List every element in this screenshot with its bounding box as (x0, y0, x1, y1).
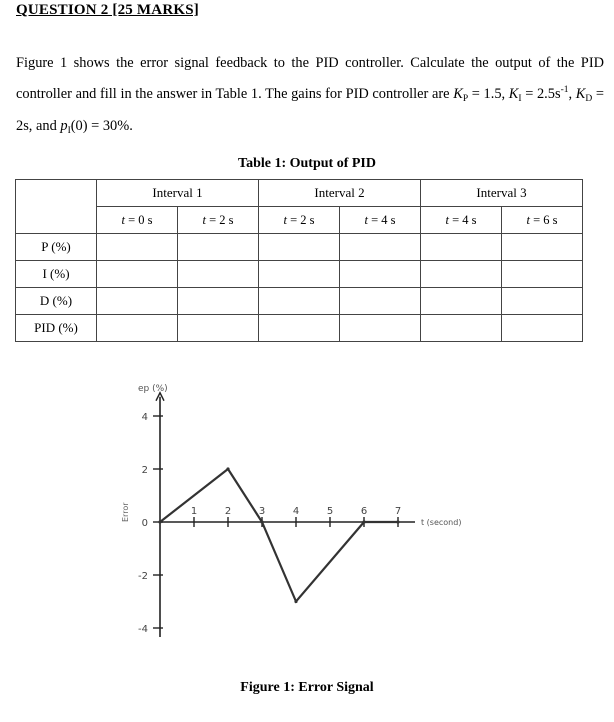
data-point (158, 520, 161, 523)
answer-cell[interactable] (259, 315, 340, 342)
x-tick-label: 4 (292, 506, 300, 517)
answer-cell[interactable] (340, 261, 421, 288)
interval-3-header: Interval 3 (421, 180, 583, 207)
table-row (16, 288, 583, 315)
row-label-pid: PID (%) (16, 315, 97, 342)
answer-cell[interactable] (259, 261, 340, 288)
answer-cell[interactable] (178, 261, 259, 288)
answer-cell[interactable] (340, 288, 421, 315)
answer-cell[interactable] (340, 315, 421, 342)
answer-cell[interactable] (97, 234, 178, 261)
y-tick-label: -4 (138, 624, 148, 635)
answer-cell[interactable] (421, 288, 502, 315)
x-tick-label: 7 (394, 506, 402, 517)
x-tick-label: 6 (360, 506, 368, 517)
answer-cell[interactable] (421, 261, 502, 288)
time-header: t = 0 s (97, 207, 178, 234)
table-row (16, 261, 583, 288)
row-label-i: I (%) (16, 261, 97, 288)
y-tick-label: 2 (141, 465, 148, 476)
answer-cell[interactable] (502, 261, 583, 288)
answer-cell[interactable] (178, 315, 259, 342)
row-label-d: D (%) (16, 288, 97, 315)
data-point (294, 600, 297, 603)
y-axis-label: ep (%) (138, 383, 168, 394)
table-title: Table 1: Output of PID (238, 156, 376, 171)
data-point (226, 467, 229, 470)
question-paragraph: Figure 1 shows the error signal feedback to the PID controller. Calculate the output of the PID controller and fill in the answer in Table 1. The gains for PID controller are $K_P = 1.5$, $K_I = 2.5s^{-1}$, $K_D = 2s$, and $p_I(0) = 30\%$. (16, 55, 604, 136)
x-tick-label: 5 (326, 506, 334, 517)
answer-cell[interactable] (421, 234, 502, 261)
time-header: t = 2 s (259, 207, 340, 234)
time-header: t = 4 s (340, 207, 421, 234)
data-point (260, 520, 263, 523)
time-header: t = 6 s (502, 207, 583, 234)
answer-cell[interactable] (502, 288, 583, 315)
side-label: Error (121, 502, 130, 522)
answer-cell[interactable] (502, 315, 583, 342)
y-tick-label: -2 (138, 571, 148, 582)
x-tick-label: 2 (224, 506, 232, 517)
answer-cell[interactable] (421, 315, 502, 342)
pid-output-table (15, 179, 583, 342)
question-heading: QUESTION 2 [25 MARKS] (16, 2, 199, 18)
error-signal-chart (120, 382, 510, 637)
answer-cell[interactable] (502, 234, 583, 261)
data-point (362, 520, 365, 523)
y-tick-label: 0 (141, 518, 148, 529)
figure-caption: Figure 1: Error Signal (240, 680, 374, 695)
interval-1-header: Interval 1 (97, 180, 259, 207)
answer-cell[interactable] (340, 234, 421, 261)
table-row (16, 315, 583, 342)
answer-cell[interactable] (97, 315, 178, 342)
x-tick-label: 1 (190, 506, 198, 517)
interval-2-header: Interval 2 (259, 180, 421, 207)
time-header: t = 4 s (421, 207, 502, 234)
row-label-p: P (%) (16, 234, 97, 261)
answer-cell[interactable] (178, 234, 259, 261)
answer-cell[interactable] (97, 261, 178, 288)
data-point (396, 520, 399, 523)
table-corner-cell (16, 180, 97, 234)
y-tick-label: 4 (141, 412, 148, 423)
error-signal-line (160, 469, 398, 602)
answer-cell[interactable] (259, 288, 340, 315)
x-tick-label: 3 (258, 506, 266, 517)
x-axis-label: t (second) (421, 518, 462, 527)
time-header: t = 2 s (178, 207, 259, 234)
answer-cell[interactable] (178, 288, 259, 315)
answer-cell[interactable] (97, 288, 178, 315)
table-row (16, 234, 583, 261)
answer-cell[interactable] (259, 234, 340, 261)
